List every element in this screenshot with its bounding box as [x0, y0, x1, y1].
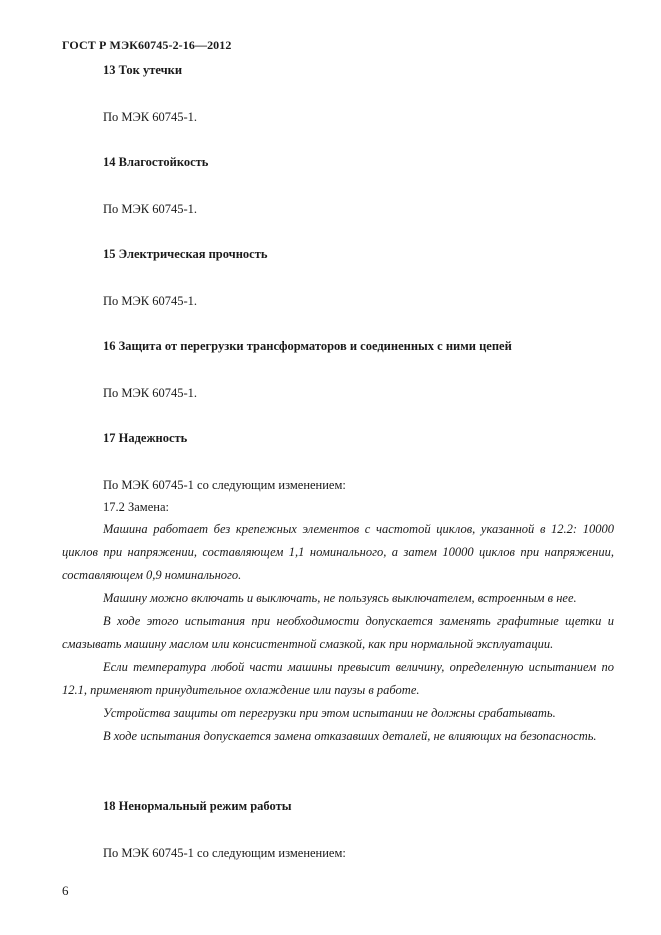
section-15-heading: 15 Электрическая прочность	[103, 247, 268, 261]
paragraph: Машина работает без крепежных элементов с частотой циклов, указанной в 12.2: 10000 циклов при напряжении, составляющем 1,1 номинального, а затем 10000 циклов при напряжении, составляющем 0,9 номинального.	[62, 522, 614, 582]
section-18-body: По МЭК 60745-1 со следующим изменением:	[103, 846, 346, 860]
section-17-body: По МЭК 60745-1 со следующим изменением:	[103, 478, 346, 492]
page-number: 6	[62, 883, 69, 898]
section-13-body: По МЭК 60745-1.	[103, 110, 198, 124]
section-16-body: По МЭК 60745-1.	[103, 386, 198, 400]
section-17-heading: 17 Надежность	[103, 431, 188, 445]
section-14-heading: 14 Влагостойкость	[103, 155, 209, 169]
section-13-heading: 13 Ток утечки	[103, 63, 183, 77]
section-15-body: По МЭК 60745-1.	[103, 294, 198, 308]
paragraph: В ходе испытания допускается замена отказавших деталей, не влияющих на безопасность.	[103, 729, 597, 743]
paragraph: Машину можно включать и выключать, не пользуясь выключателем, встроенным в нее.	[103, 591, 577, 605]
replacement-label: 17.2 Замена:	[103, 500, 169, 514]
document-header: ГОСТ Р МЭК60745-2-16—2012	[62, 38, 232, 52]
section-14-body: По МЭК 60745-1.	[103, 202, 198, 216]
paragraph: В ходе этого испытания при необходимости допускается заменять графитные щетки и смазывать машину маслом или консистентной смазкой, как при нормальной эксплуатации.	[62, 614, 614, 651]
section-16-heading: 16 Защита от перегрузки трансформаторов и соединенных с ними цепей	[103, 339, 512, 353]
paragraph: Если температура любой части машины превысит величину, определенную испытанием по 12.1, применяют принудительное охлаждение или паузы в работе.	[62, 660, 614, 697]
replacement-text	[62, 518, 614, 748]
section-18-heading: 18 Ненормальный режим работы	[103, 799, 292, 813]
paragraph: Устройства защиты от перегрузки при этом испытании не должны срабатывать.	[103, 706, 556, 720]
